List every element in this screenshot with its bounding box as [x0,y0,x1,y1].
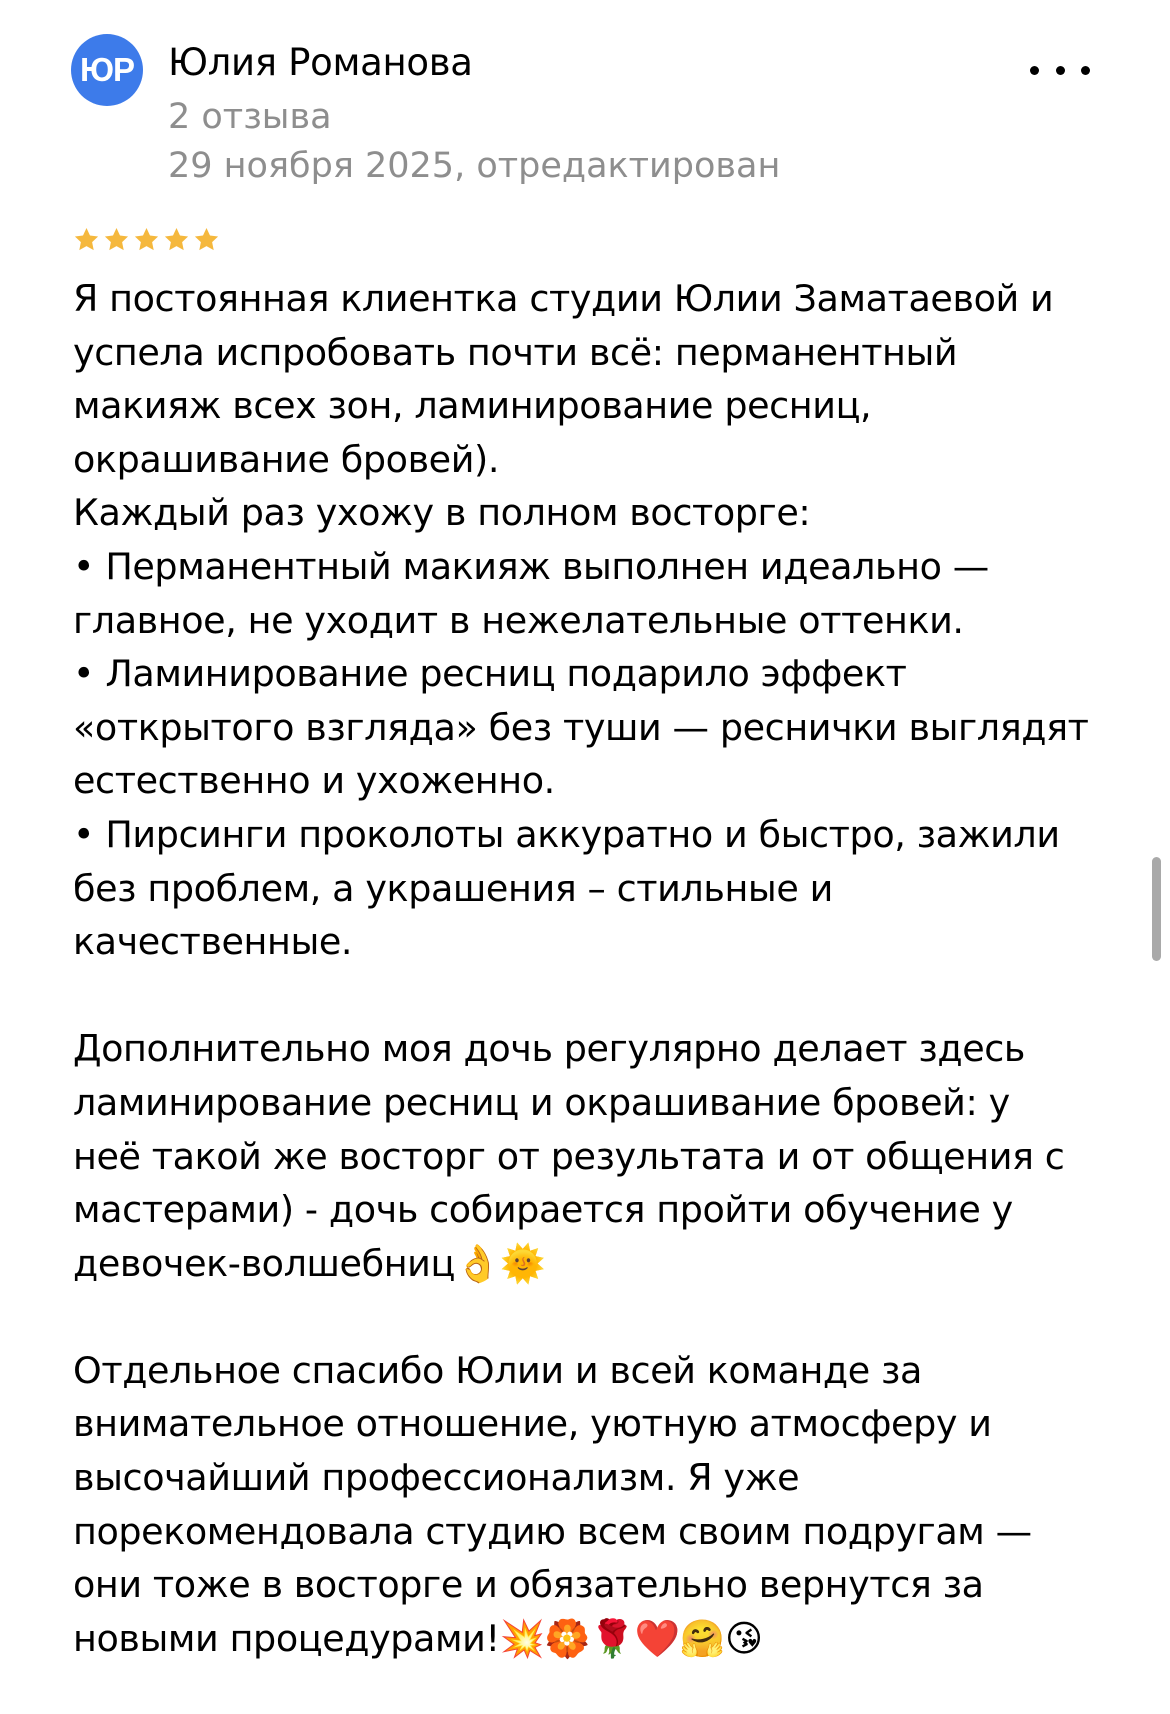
review-text-line: качественные. [73,920,353,964]
review-text-line: без проблем, а украшения – стильные и [73,866,833,910]
review-text-line: ламинирование ресниц и окрашивание бровей: у [73,1080,1010,1124]
review-text-line: новыми процедурами!💥🏵️🌹❤️🤗😘 [73,1616,763,1660]
author-name[interactable]: Юлия Романова [168,41,473,84]
review-text-line: успела испробовать почти всё: перманентный [73,330,958,374]
review-text-line: девочек-волшебниц👌🌞 [73,1241,546,1285]
review-text-line: макияж всех зон, ламинирование ресниц, [73,384,872,428]
review-text-line: высочайший профессионализм. Я уже [73,1456,800,1500]
review-text-line: они тоже в восторге и обязательно вернутся за [73,1563,984,1607]
avatar[interactable] [71,34,143,106]
more-horizontal-icon [1081,66,1090,75]
star-icon [193,226,220,253]
review-date: 29 ноября 2025, отредактирован [168,146,781,186]
review-text-line: Каждый раз ухожу в полном восторге: [73,491,811,535]
review-text-line: Отдельное спасибо Юлии и всей команде за [73,1348,922,1392]
more-options-button[interactable] [1030,60,1090,80]
review-text-line: неё такой же восторг от результата и от общения с [73,1134,1065,1178]
review-text-line: Дополнительно моя дочь регулярно делает здесь [73,1027,1026,1071]
review-text-line: • Пирсинги проколоты аккуратно и быстро, зажили [73,812,1060,856]
review-text-line: Я постоянная клиентка студии Юлии Заматаевой и [73,277,1054,320]
review-text-line: «открытого взгляда» без туши — реснички выглядят [73,705,1089,749]
author-reviews-count: 2 отзыва [168,97,332,137]
paragraph-break [73,969,1083,1023]
rating-stars [73,226,220,253]
review-text-line: мастерами) - дочь собирается пройти обучение у [73,1188,1013,1232]
review-text-line: естественно и ухоженно. [73,759,555,803]
more-horizontal-icon [1030,66,1039,75]
more-horizontal-icon [1056,66,1065,75]
review-text-line: • Перманентный макияж выполнен идеально — [73,544,989,588]
star-icon [163,226,190,253]
review-text-line: главное, не уходит в нежелательные оттенки. [73,598,964,642]
review-text-line: • Ламинирование ресниц подарило эффект [73,652,907,696]
star-icon [133,226,160,253]
avatar-initials: ЮР [79,51,135,88]
review-text-line: внимательное отношение, уютную атмосферу и [73,1402,992,1446]
star-icon [103,226,130,253]
star-icon [73,226,100,253]
scrollbar-thumb[interactable] [1152,857,1161,961]
review-text [73,272,1089,1665]
paragraph-break [73,1290,1083,1344]
review-text-line: порекомендовала студию всем своим подругам — [73,1509,1032,1553]
review-text-line: окрашивание бровей). [73,437,500,481]
